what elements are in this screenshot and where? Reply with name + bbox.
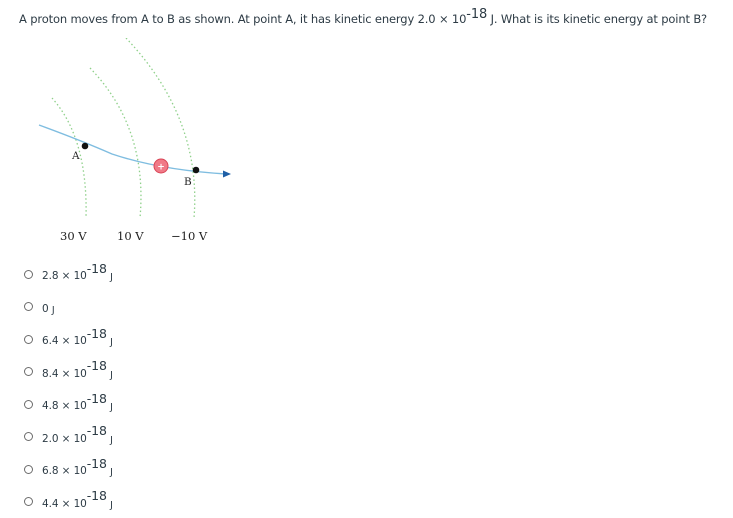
- option-mantissa: 6.8 × 10: [42, 465, 87, 477]
- question-exponent: -18: [466, 7, 487, 22]
- option-exponent: -18: [87, 488, 107, 503]
- point-b-label: B: [184, 176, 192, 188]
- question-text: [19, 11, 724, 27]
- answer-option[interactable]: [24, 388, 113, 421]
- option-unit: J: [110, 337, 113, 348]
- radio-button[interactable]: [24, 432, 33, 441]
- option-exponent: -18: [87, 261, 107, 276]
- answer-option[interactable]: [24, 486, 113, 518]
- proton-charge-symbol: +: [157, 163, 165, 173]
- option-mantissa: 8.4 × 10: [42, 368, 87, 380]
- option-unit: J: [110, 500, 113, 511]
- option-label: [42, 335, 113, 347]
- question-suffix: J. What is its kinetic energy at point B?: [487, 12, 707, 26]
- radio-button[interactable]: [24, 335, 33, 344]
- point-b-dot: [193, 167, 200, 174]
- radio-button[interactable]: [24, 400, 33, 409]
- option-mantissa: 4.8 × 10: [42, 400, 87, 412]
- answer-option[interactable]: [24, 421, 113, 454]
- option-mantissa: 4.4 × 10: [42, 498, 87, 510]
- answer-option[interactable]: [24, 323, 113, 356]
- radio-button[interactable]: [24, 497, 33, 506]
- option-mantissa: 0: [42, 303, 49, 315]
- radio-button[interactable]: [24, 367, 33, 376]
- option-label: [42, 400, 113, 412]
- point-a-dot: [82, 143, 89, 150]
- answer-option[interactable]: [24, 258, 113, 291]
- radio-button[interactable]: [24, 270, 33, 279]
- option-exponent: -18: [87, 456, 107, 471]
- question-prefix: A proton moves from A to B as shown. At point A, it has kinetic energy 2.0 × 10: [19, 12, 466, 26]
- voltage-label-10v: 10 V: [117, 229, 144, 243]
- radio-button[interactable]: [24, 465, 33, 474]
- option-unit: J: [110, 272, 113, 283]
- option-label: [42, 303, 55, 315]
- option-unit: J: [110, 370, 113, 381]
- option-exponent: -18: [87, 358, 107, 373]
- option-unit: J: [110, 467, 113, 478]
- option-label: [42, 433, 113, 445]
- option-exponent: -18: [87, 326, 107, 341]
- proton-path: [39, 125, 226, 174]
- path-arrowhead: [223, 171, 231, 178]
- equipotential-line-10v: [90, 68, 141, 218]
- option-unit: J: [52, 305, 55, 316]
- equipotential-line-neg10v: [126, 38, 195, 218]
- point-a-label: A: [71, 150, 80, 162]
- voltage-label-30v: 30 V: [60, 229, 87, 243]
- option-label: [42, 270, 113, 282]
- option-unit: J: [110, 402, 113, 413]
- option-exponent: -18: [87, 391, 107, 406]
- option-mantissa: 2.8 × 10: [42, 270, 87, 282]
- option-exponent: -18: [87, 423, 107, 438]
- voltage-label-neg10v: −10 V: [171, 229, 208, 243]
- answer-option[interactable]: [24, 291, 113, 324]
- option-unit: J: [110, 435, 113, 446]
- answer-option[interactable]: [24, 356, 113, 389]
- equipotential-line-30v: [52, 98, 86, 218]
- option-label: [42, 368, 113, 380]
- radio-button[interactable]: [24, 302, 33, 311]
- equipotential-figure: [30, 38, 260, 248]
- option-label: [42, 498, 113, 510]
- answer-options: [24, 258, 113, 518]
- option-label: [42, 465, 113, 477]
- option-mantissa: 2.0 × 10: [42, 433, 87, 445]
- answer-option[interactable]: [24, 453, 113, 486]
- option-mantissa: 6.4 × 10: [42, 335, 87, 347]
